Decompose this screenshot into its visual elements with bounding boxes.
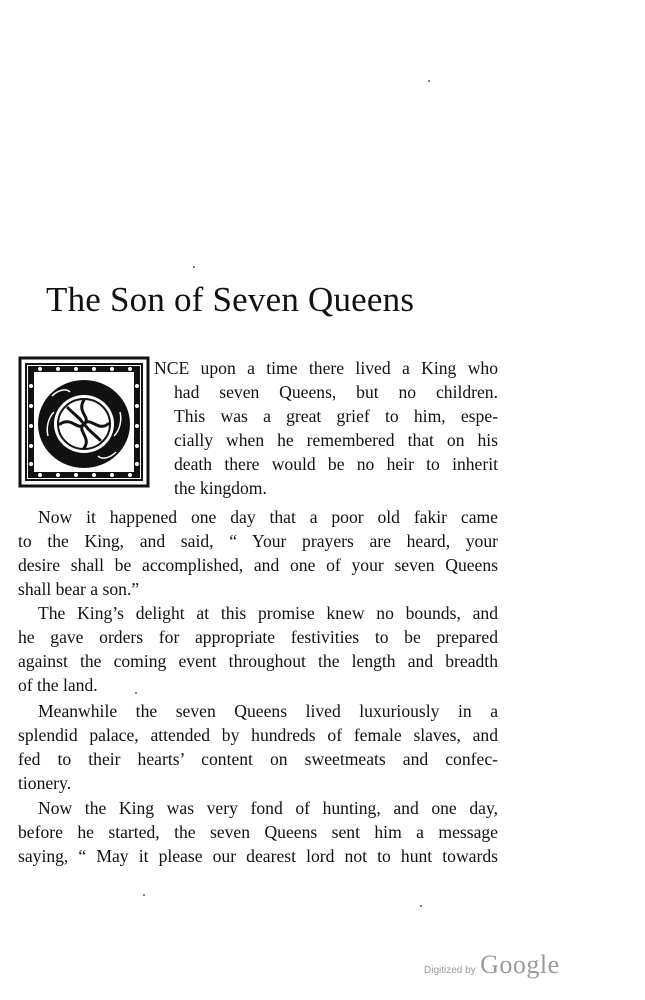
ornamental-initial-icon — [18, 356, 150, 488]
print-speck — [428, 80, 430, 82]
print-speck — [135, 692, 137, 694]
text-line: desire shall be accomplished, and one of your seven Queens — [18, 555, 498, 575]
text-line: The King’s delight at this promise knew no bounds, and — [38, 603, 498, 623]
watermark-prefix: Digitized by — [424, 965, 476, 976]
text-line: cially when he remembered that on his — [174, 430, 498, 450]
print-speck — [193, 266, 195, 268]
text-line: tionery. — [18, 773, 72, 793]
text-line: Meanwhile the seven Queens lived luxuriously in a — [38, 701, 498, 721]
text-line: before he started, the seven Queens sent him a message — [18, 822, 498, 842]
text-line: against the coming event throughout the length and breadth — [18, 651, 498, 671]
text-line: had seven Queens, but no children. — [174, 382, 498, 402]
text-line: This was a great grief to him, espe- — [174, 406, 498, 426]
text-line: the kingdom. — [174, 478, 267, 498]
text-line: fed to their hearts’ content on sweetmeats and confec- — [18, 749, 498, 769]
digitized-by-google-watermark — [424, 950, 560, 980]
print-speck — [143, 894, 145, 896]
text-line: to the King, and said, “ Your prayers are heard, your — [18, 531, 498, 551]
text-line: Now the King was very fond of hunting, and one day, — [38, 798, 498, 818]
text-line: death there would be no heir to inherit — [174, 454, 498, 474]
text-line: shall bear a son.” — [18, 579, 140, 599]
page-title: The Son of Seven Queens — [46, 280, 415, 319]
text-line: saying, “ May it please our dearest lord not to hunt towards — [18, 846, 498, 866]
text-line: NCE upon a time there lived a King who — [154, 358, 498, 378]
print-speck — [420, 905, 422, 907]
text-line: splendid palace, attended by hundreds of female slaves, and — [18, 725, 498, 745]
text-line: of the land. — [18, 675, 98, 695]
google-logo: Google — [480, 950, 560, 979]
text-line: Now it happened one day that a poor old fakir came — [38, 507, 498, 527]
text-line: he gave orders for appropriate festivities to be prepared — [18, 627, 498, 647]
